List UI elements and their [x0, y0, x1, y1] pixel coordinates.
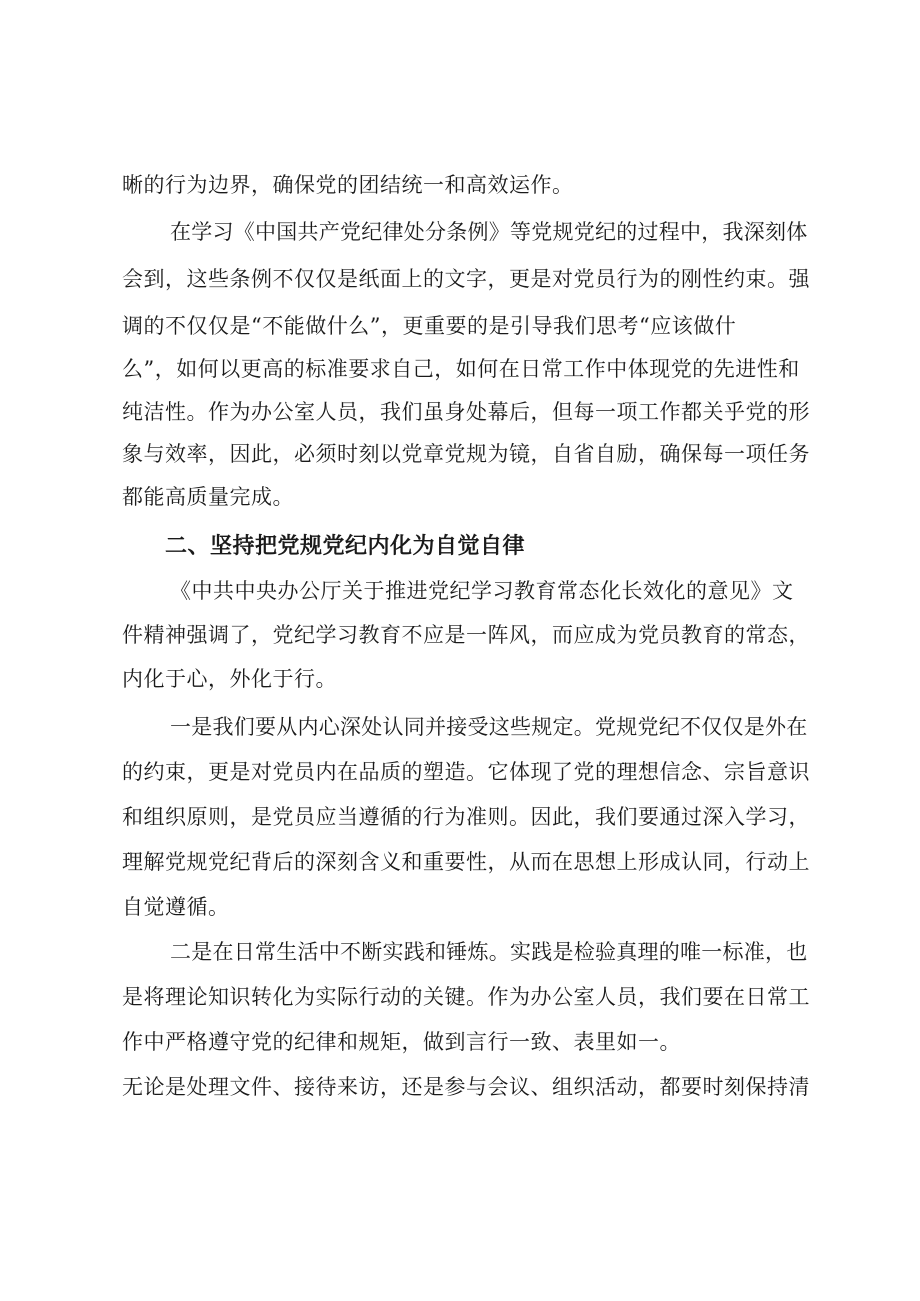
paragraph-line: 么”，如何以更高的标准要求自己，如何在日常工作中体现党的先进性和 [122, 357, 800, 381]
paragraph-line: 会到，这些条例不仅仅是纸面上的文字，更是对党员行为的刚性约束。强 [122, 267, 810, 291]
paragraph-line: 在学习《中国共产党纪律处分条例》等党规党纪的过程中，我深刻体 [170, 220, 808, 244]
paragraph-line: 作中严格遵守党的纪律和规矩，做到言行一致、表里如一。 [122, 1030, 681, 1054]
paragraph-line: 象与效率，因此，必须时刻以党章党规为镜，自省自励，确保每一项任务 [122, 442, 810, 466]
paragraph-line: 无论是处理文件、接待来访，还是参与会议、组织活动，都要时刻保持清 [122, 1075, 810, 1099]
paragraph-line: 晰的行为边界，确保党的团结统一和高效运作。 [122, 173, 574, 197]
paragraph-line: 自觉遵循。 [122, 895, 230, 919]
paragraph-line: 内化于心，外化于行。 [122, 667, 337, 691]
paragraph-line: 理解党规党纪背后的深刻含义和重要性，从而在思想上形成认同，行动上 [122, 850, 810, 874]
paragraph-line: 调的不仅仅是“不能做什么”，更重要的是引导我们思考“应该做什 [122, 314, 737, 338]
paragraph-line: 的约束，更是对党员内在品质的塑造。它体现了党的理想信念、宗旨意识 [122, 760, 810, 784]
paragraph-line: 都能高质量完成。 [122, 485, 294, 509]
paragraph-line: 和组织原则，是党员应当遵循的行为准则。因此，我们要通过深入学习， [122, 805, 810, 829]
paragraph-line: 一是我们要从内心深处认同并接受这些规定。党规党纪不仅仅是外在 [170, 715, 808, 739]
paragraph-line: 二是在日常生活中不断实践和锤炼。实践是检验真理的唯一标准，也 [170, 940, 808, 964]
paragraph-line: 是将理论知识转化为实际行动的关键。作为办公室人员，我们要在日常工 [122, 985, 810, 1009]
section-heading: 二、坚持把党规党纪内化为自觉自律 [165, 534, 526, 559]
paragraph-line: 《中共中央办公厅关于推进党纪学习教育常态化长效化的意见》文 [170, 579, 794, 603]
paragraph-line: 纯洁性。作为办公室人员，我们虽身处幕后，但每一项工作都关乎党的形 [122, 400, 810, 424]
paragraph-line: 件精神强调了，党纪学习教育不应是一阵风，而应成为党员教育的常态， [122, 623, 810, 647]
